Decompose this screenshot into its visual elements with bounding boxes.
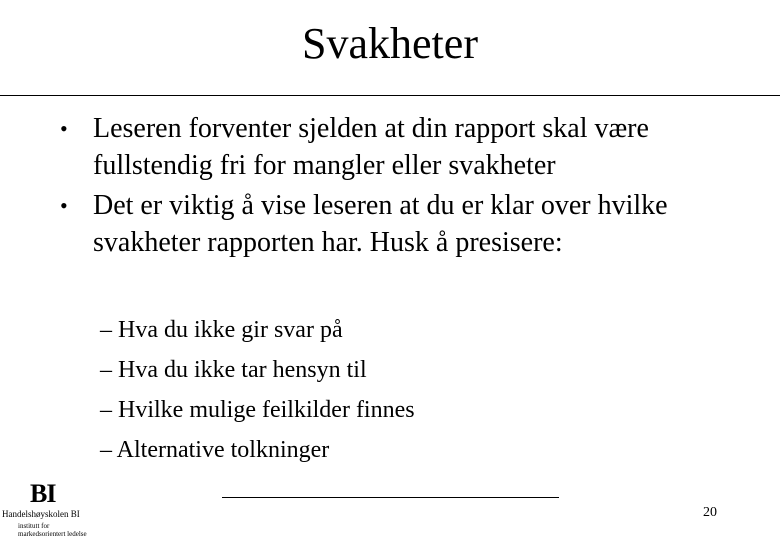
footer-divider — [222, 497, 559, 498]
bullet-marker: • — [60, 193, 68, 218]
bullet-item — [60, 110, 760, 184]
bullet-list — [60, 110, 760, 264]
bi-logo — [0, 480, 92, 540]
logo-institute — [18, 522, 87, 538]
sub-bullet-item: – Hvilke mulige feilkilder finnes — [100, 397, 415, 423]
sub-bullet-item: – Hva du ikke gir svar på — [100, 317, 343, 343]
slide-title: Svakheter — [302, 19, 478, 68]
logo-institute-line1: institutt for — [18, 522, 50, 530]
logo-institute-line2: markedsorientert ledelse — [18, 530, 87, 538]
sub-bullet-item: – Alternative tolkninger — [100, 437, 330, 463]
sub-bullet-list — [100, 310, 700, 470]
bullet-item — [60, 187, 760, 261]
sub-bullet-item: – Hva du ikke tar hensyn til — [100, 357, 367, 383]
logo-name: Handelshøyskolen BI — [2, 509, 80, 519]
bullet-text: Leseren forventer sjelden at din rapport skal være fullstendig fri for mangler eller svakheter — [93, 113, 649, 181]
bullet-marker: • — [60, 116, 68, 141]
title-divider — [0, 95, 780, 96]
page-number: 20 — [703, 505, 717, 520]
logo-mark: BI — [30, 479, 56, 508]
bullet-text: Det er viktig å vise leseren at du er klar over hvilke svakheter rapporten har. Husk å presisere: — [93, 190, 668, 258]
